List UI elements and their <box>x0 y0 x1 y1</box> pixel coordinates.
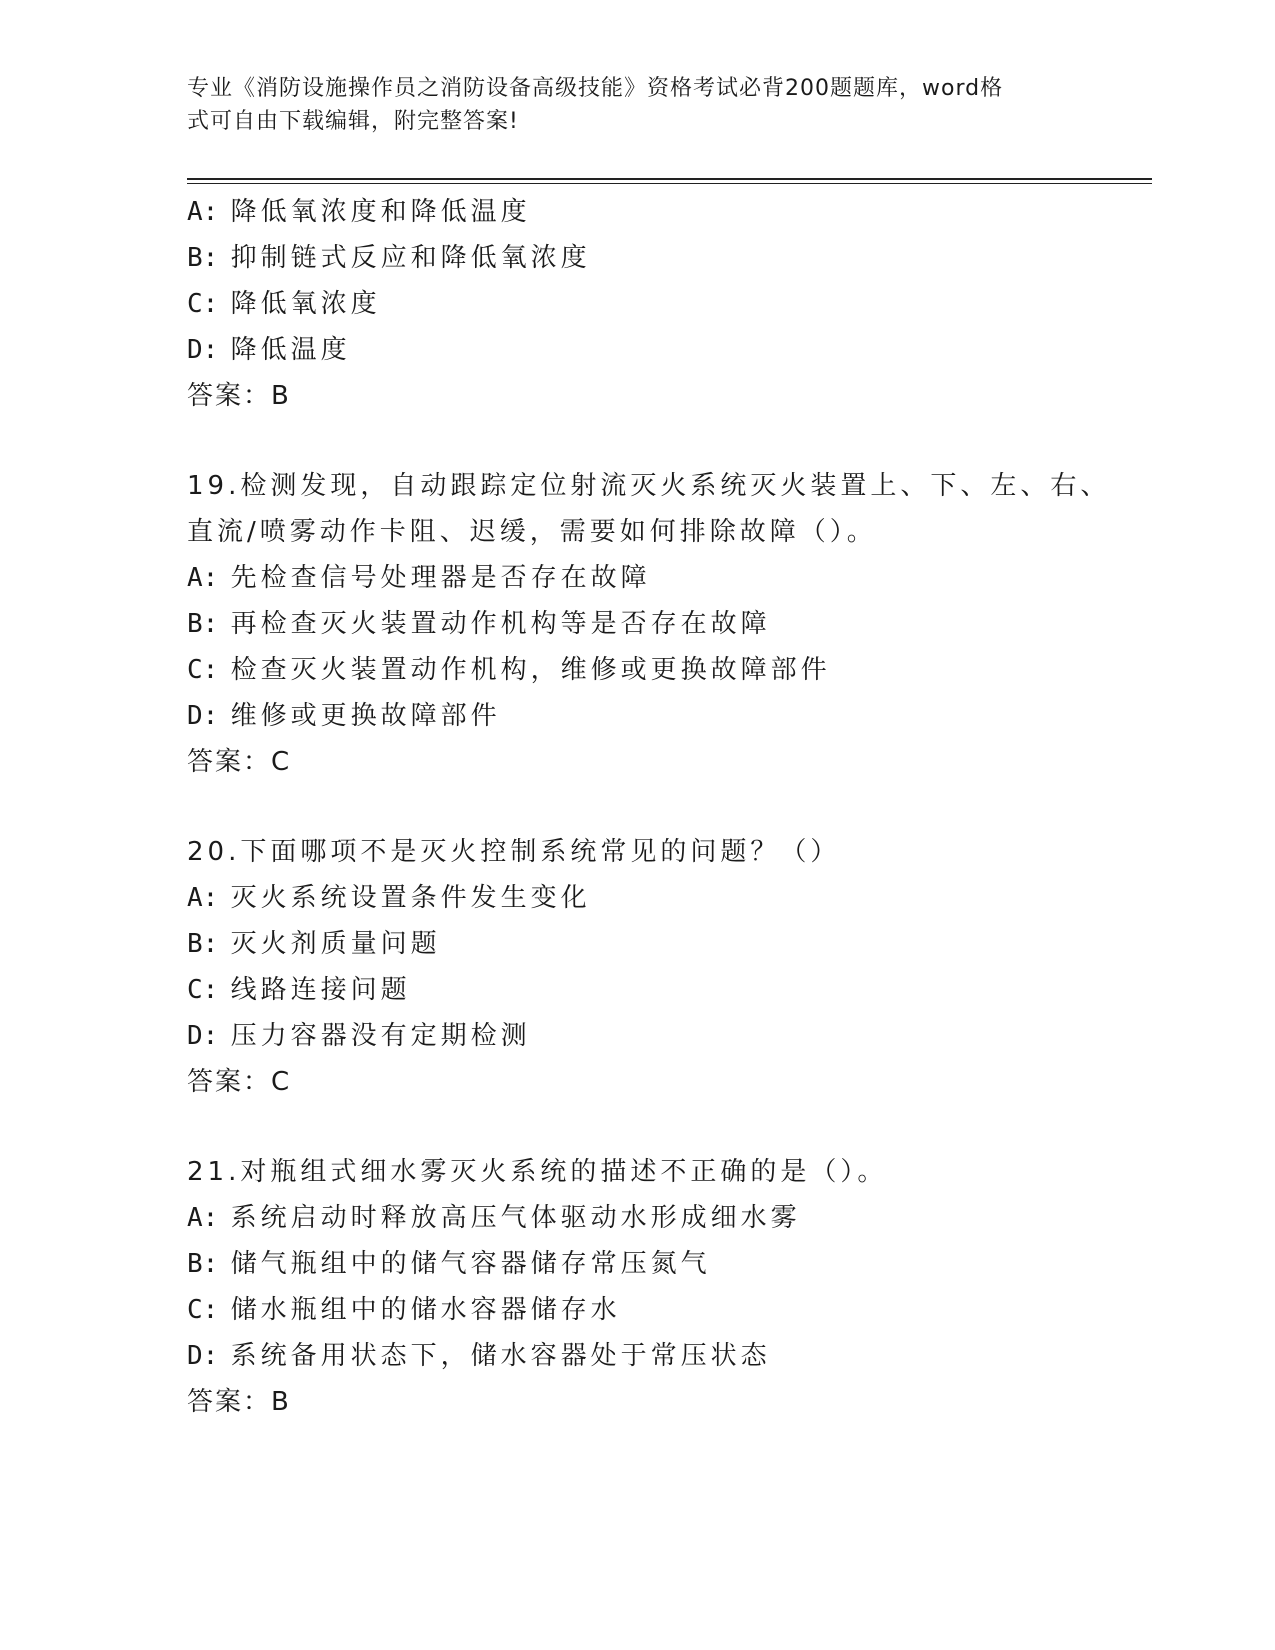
option-text: 维修或更换故障部件 <box>230 701 501 731</box>
option-label: A: <box>187 563 219 593</box>
option-label: D: <box>187 701 219 731</box>
option-text: 压力容器没有定期检测 <box>230 1021 531 1051</box>
option-text: 再检查灭火装置动作机构等是否存在故障 <box>230 609 771 639</box>
question-20 <box>187 829 1107 1105</box>
header-rule-thick <box>187 178 1152 180</box>
option-label: C: <box>187 289 219 319</box>
question-19 <box>187 463 1111 785</box>
option-text: 检查灭火装置动作机构，维修或更换故障部件 <box>230 655 831 685</box>
option-text: 抑制链式反应和降低氧浓度 <box>230 243 591 273</box>
question-text-line-1: 19.检测发现，自动跟踪定位射流灭火系统灭火装置上、下、左、右、 <box>187 471 1111 501</box>
option-label: C: <box>187 655 219 685</box>
option-b <box>187 235 1107 281</box>
option-b <box>187 601 1107 647</box>
spacer <box>187 419 1107 463</box>
header-line-2: 式可自由下载编辑，附完整答案! <box>187 109 519 134</box>
option-text: 降低氧浓度 <box>230 289 381 319</box>
option-c <box>187 281 1107 327</box>
spacer <box>187 1105 1107 1149</box>
answer: 答案：B <box>187 1387 291 1417</box>
answer: 答案：C <box>187 1067 292 1097</box>
option-label: D: <box>187 1021 219 1051</box>
header-rule-thin <box>187 183 1152 184</box>
option-a <box>187 555 1107 601</box>
option-label: B: <box>187 243 219 273</box>
option-label: B: <box>187 929 219 959</box>
option-label: D: <box>187 1341 219 1371</box>
option-b <box>187 1241 1107 1287</box>
option-label: A: <box>187 883 219 913</box>
option-text: 降低氧浓度和降低温度 <box>230 197 531 227</box>
option-d <box>187 327 1107 373</box>
answer: 答案：C <box>187 747 292 777</box>
option-a <box>187 189 1107 235</box>
option-text: 降低温度 <box>230 335 351 365</box>
option-label: A: <box>187 197 219 227</box>
question-text-line-1: 21.对瓶组式细水雾灭火系统的描述不正确的是（）。 <box>187 1157 888 1187</box>
option-label: C: <box>187 975 219 1005</box>
option-text: 线路连接问题 <box>230 975 411 1005</box>
option-c <box>187 647 1107 693</box>
option-b <box>187 921 1107 967</box>
answer: 答案：B <box>187 381 291 411</box>
option-text: 灭火系统设置条件发生变化 <box>230 883 591 913</box>
spacer <box>187 785 1107 829</box>
option-d <box>187 1013 1107 1059</box>
option-label: D: <box>187 335 219 365</box>
option-text: 储气瓶组中的储气容器储存常压氮气 <box>230 1249 711 1279</box>
option-c <box>187 1287 1107 1333</box>
option-d <box>187 1333 1107 1379</box>
option-d <box>187 693 1107 739</box>
question-list <box>187 189 1111 1425</box>
option-a <box>187 1195 1107 1241</box>
option-c <box>187 967 1107 1013</box>
option-label: A: <box>187 1203 219 1233</box>
option-label: C: <box>187 1295 219 1325</box>
option-text: 灭火剂质量问题 <box>230 929 441 959</box>
document-header <box>187 72 1067 138</box>
question-18 <box>187 189 1107 419</box>
option-text: 先检查信号处理器是否存在故障 <box>230 563 651 593</box>
option-text: 储水瓶组中的储水容器储存水 <box>230 1295 621 1325</box>
header-line-1: 专业《消防设施操作员之消防设备高级技能》资格考试必背200题题库，word格 <box>187 76 1004 101</box>
option-label: B: <box>187 609 219 639</box>
question-text-line-2: 直流/喷雾动作卡阻、迟缓，需要如何排除故障（）。 <box>187 517 877 547</box>
option-a <box>187 875 1107 921</box>
option-label: B: <box>187 1249 219 1279</box>
question-21 <box>187 1149 1107 1425</box>
option-text: 系统启动时释放高压气体驱动水形成细水雾 <box>230 1203 801 1233</box>
option-text: 系统备用状态下，储水容器处于常压状态 <box>230 1341 771 1371</box>
question-text-line-1: 20.下面哪项不是灭火控制系统常见的问题？（） <box>187 837 841 867</box>
